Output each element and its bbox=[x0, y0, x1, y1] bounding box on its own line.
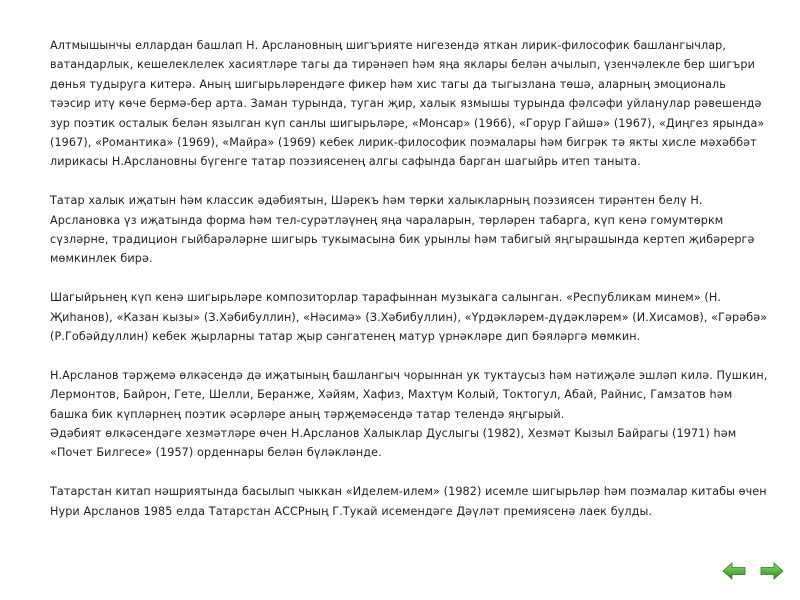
paragraph-awards: Әдәбият өлкәсендәге хезмәтләре өчен Н.Арсланов Халыклар Дуслыгы (1982), Хезмәт Кызыл Байрагы (1971) һәм «Почет Билгесе» (1957) орденнары белән бүләкләнде. bbox=[50, 427, 737, 460]
arrow-right-icon bbox=[760, 562, 784, 580]
slide-text-content bbox=[50, 36, 770, 540]
paragraph-lyric-philosophic: Алтмышынчы еллардан башлап Н. Арслановның шигъриятe нигезендә яткан лирик-философик башлангычлар, ватандарлык, кешелеклелек хасиятләре тагы да тирәнәеп һәм яңа яклары белән ачылып, үзенчәлекле бер шигъри дөнья тудыруга китерә. Аның шигырьләрендәге фикер һәм хис тагы да тыгызлана төшә, аларның эмоциональ тәэсир итү көче бермә-бер арта. Заман турында, туган җир, халык язмышы турында фәлсәфи уйланулар рәвешендә зур поэтик осталык белән язылган күп санлы шигырьләре, «Монсар» (1966), «Горур Гайшә» (1967), «Диңгез ярында» (1967), «Романтика» (1969), «Майра» (1969) кебек лирик-философик поэмалары һәм бигрәк тә якты хисле мәхәббәт лирикасы Н.Арслановны бүгенге татар поэзиясенең алгы сафында барган шагыйрь итеп таныта. bbox=[50, 39, 765, 169]
paragraph-folk-tradition: Татар халык иҗатын һәм классик әдәбиятын, Шәрекъ һәм төрки халыкларның поэзиясен тирәнтен белү Н. Арслановка үз иҗатында форма һәм тел-сурәтләүнең яңа чараларын, төрләрен табарга, күп кенә гомумтөркм сүзләрне, традицион гыйбарәләрне шигырь тукымасына бик урынлы һәм табигый яңгырашында кертеп җибәрергә мөмкинлек бирә. bbox=[50, 194, 755, 266]
paragraph-translations: Н.Арсланов тәрҗемә өлкәсендә дә иҗатының башлангыч чорыннан ук туктаусыз һәм нәтиҗәле эшләп килә. Пушкин, Лермонтов, Байрон, Гете, Шелли, Беранже, Хәйям, Хафиз, Махтүм Колый, Токтогул, Абай, Райнис, Гамзатов һәм башка бик күпләрнең поэтик әсәрләре аның тәрҗемәсендә татар телендә яңгырый. bbox=[50, 368, 768, 421]
next-slide-button[interactable] bbox=[760, 562, 784, 580]
prev-slide-button[interactable] bbox=[722, 562, 746, 580]
paragraph-tukay-prize: Татарстан китап нәшриятында басылып чыккан «Иделем-илем» (1982) исемле шигырьләр һәм поэмалар китабы өчен Нури Арсланов 1985 елда Татарстан АССРның Г.Тукай исемендәге Дәүләт премиясенә лаек булды. bbox=[50, 485, 767, 518]
arrow-left-icon bbox=[722, 562, 746, 580]
paragraph-songs: Шагыйрьнең күп кенә шигырьләре композиторлар тарафыннан музыкага салынган. «Республикам минем» (Н. Җиһанов), «Казан кызы» (З.Хәбибуллин), «Нәсимә» (З.Хәбибуллин), «Үрдәкләрем-дүдәкләрем» (И.Хисамов), «Гәрәбә» (Р.Гобәйдуллин) кебек җырларны татар җыр сәнгатенең матур үрнәкләре дип бәяләргә мөмкин. bbox=[50, 291, 768, 344]
